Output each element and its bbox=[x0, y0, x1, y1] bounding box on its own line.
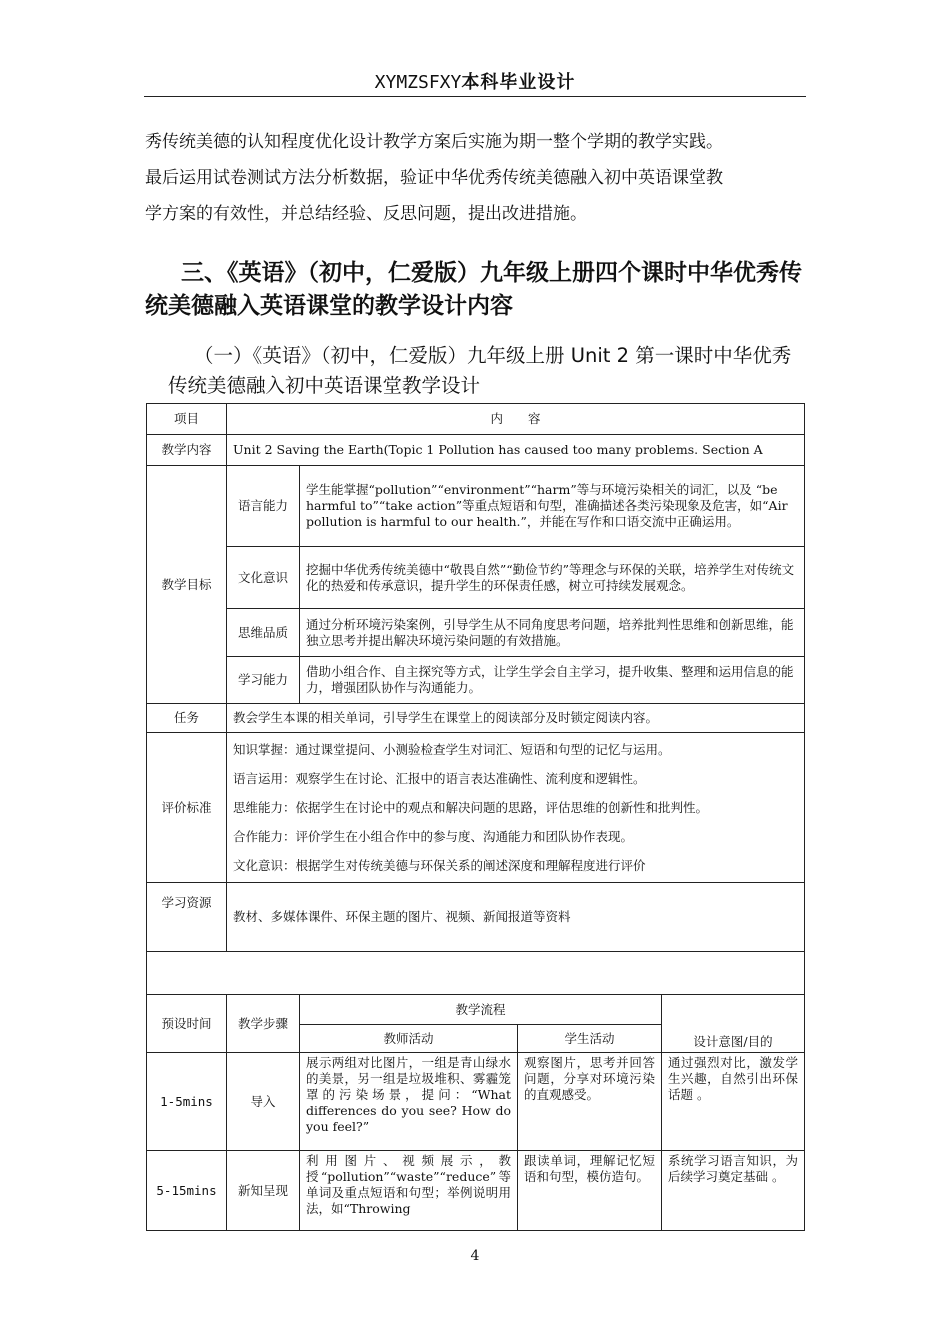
design-intent: 系统学习语言知识，为后续学习奠定基础 。 bbox=[662, 1151, 805, 1231]
subsection-heading: （一）《英语》（初中，仁爱版）九年级上册 Unit 2 第一课时中华优秀传统美德融入初中英语课堂教学设计 bbox=[168, 344, 792, 397]
goal-label: 思维品质 bbox=[227, 609, 300, 657]
resource-text: 教材、多媒体课件、环保主题的图片、视频、新闻报道等资料 bbox=[227, 883, 805, 952]
design-intent: 通过强烈对比，激发学生兴趣，自然引出环保话题 。 bbox=[662, 1053, 805, 1151]
goal-text: 借助小组合作、自主探究等方式，让学生学会自主学习，提升收集、整理和运用信息的能力，增强团队协作与沟通能力。 bbox=[300, 657, 805, 704]
blank-row bbox=[147, 952, 805, 995]
process-step-label: 教学步骤 bbox=[227, 995, 300, 1053]
eval-criteria bbox=[227, 733, 805, 883]
goal-label: 学习能力 bbox=[227, 657, 300, 704]
intro-line: 秀传统美德的认知程度优化设计教学方案后实施为期一整个学期的教学实践。 bbox=[145, 132, 723, 152]
goal-text: 通过分析环境污染案例，引导学生从不同角度思考问题，培养批判性思维和创新思维，能独立思考并提出解决环境污染问题的有效措施。 bbox=[300, 609, 805, 657]
eval-item: 思维能力：依据学生在讨论中的观点和解决问题的思路，评估思维的创新性和批判性。 bbox=[233, 800, 709, 815]
student-activity: 观察图片，思考并回答问题，分享对环境污染的直观感受。 bbox=[518, 1053, 662, 1151]
process-time-label: 预设时间 bbox=[147, 995, 227, 1053]
teacher-activity: 展示两组对比图片，一组是青山绿水的美景，另一组是垃圾堆积、雾霾笼罩的污染场景，提问：“What differences do you see? How do you feel?” bbox=[300, 1053, 518, 1151]
goal-text: 挖掘中华优秀传统美德中“敬畏自然”“勤俭节约”等理念与环保的关联，培养学生对传统文化的热爱和传承意识，提升学生的环保责任感，树立可持续发展观念。 bbox=[300, 547, 805, 609]
student-activity: 跟读单词，理解记忆短语和句型，模仿造句。 bbox=[518, 1151, 662, 1231]
teaching-content: Unit 2 Saving the Earth(Topic 1 Pollution has caused too many problems. Section A bbox=[227, 435, 805, 466]
eval-item: 合作能力：评价学生在小组合作中的参与度、沟通能力和团队协作表现。 bbox=[233, 829, 634, 844]
header-content: 内 容 bbox=[227, 404, 805, 435]
section-heading: 三、《英语》（初中，仁爱版）九年级上册四个课时中华优秀传统美德融入英语课堂的教学设计内容 bbox=[145, 260, 802, 319]
teacher-activity: 利用图片、视频展示，教授“pollution”“waste”“reduce”等单词及重点短语和句型；举例说明用法，如“Throwing bbox=[300, 1151, 518, 1231]
eval-label: 评价标准 bbox=[147, 733, 227, 883]
goal-text: 学生能掌握“pollution”“environment”“harm”等与环境污染相关的词汇，以及 “be harmful to”“take action”等重点短语和句型，准确描述各类污染现象及危害，如“Air pollution is harmful to our health.”，并能在写作和口语交流中正确运用。 bbox=[300, 466, 805, 547]
intro-line: 最后运用试卷测试方法分析数据，验证中华优秀传统美德融入初中英语课堂教 bbox=[145, 168, 723, 188]
eval-item: 文化意识：根据学生对传统美德与环保关系的阐述深度和理解程度进行评价 bbox=[233, 858, 646, 873]
process-intent-label: 设计意图/目的 bbox=[662, 995, 805, 1053]
intro-paragraph bbox=[145, 124, 807, 232]
process-step: 导入 bbox=[227, 1053, 300, 1151]
header-item: 项目 bbox=[147, 404, 227, 435]
page-number: 4 bbox=[470, 1248, 480, 1264]
process-flow-label: 教学流程 bbox=[300, 995, 662, 1025]
teaching-content-label: 教学内容 bbox=[147, 435, 227, 466]
process-time: 1-5mins bbox=[147, 1053, 227, 1151]
eval-item: 知识掌握：通过课堂提问、小测验检查学生对词汇、短语和句型的记忆与运用。 bbox=[233, 742, 671, 757]
goal-label: 语言能力 bbox=[227, 466, 300, 547]
student-activity-label: 学生活动 bbox=[518, 1025, 662, 1053]
teacher-activity-label: 教师活动 bbox=[300, 1025, 518, 1053]
task-text: 教会学生本课的相关单词，引导学生在课堂上的阅读部分及时锁定阅读内容。 bbox=[227, 704, 805, 733]
goal-label: 文化意识 bbox=[227, 547, 300, 609]
goals-label: 教学目标 bbox=[147, 466, 227, 704]
resource-label: 学习资源 bbox=[147, 883, 227, 952]
process-step: 新知呈现 bbox=[227, 1151, 300, 1231]
lesson-plan-table bbox=[146, 403, 805, 1231]
task-label: 任务 bbox=[147, 704, 227, 733]
page-header bbox=[144, 68, 806, 97]
header-latin: XYMZSFXY bbox=[374, 72, 462, 93]
intro-line: 学方案的有效性，并总结经验、反思问题，提出改进措施。 bbox=[145, 204, 587, 224]
process-time: 5-15mins bbox=[147, 1151, 227, 1231]
eval-item: 语言运用：观察学生在讨论、汇报中的语言表达准确性、流利度和逻辑性。 bbox=[233, 771, 646, 786]
header-title: 本科毕业设计 bbox=[461, 72, 576, 93]
